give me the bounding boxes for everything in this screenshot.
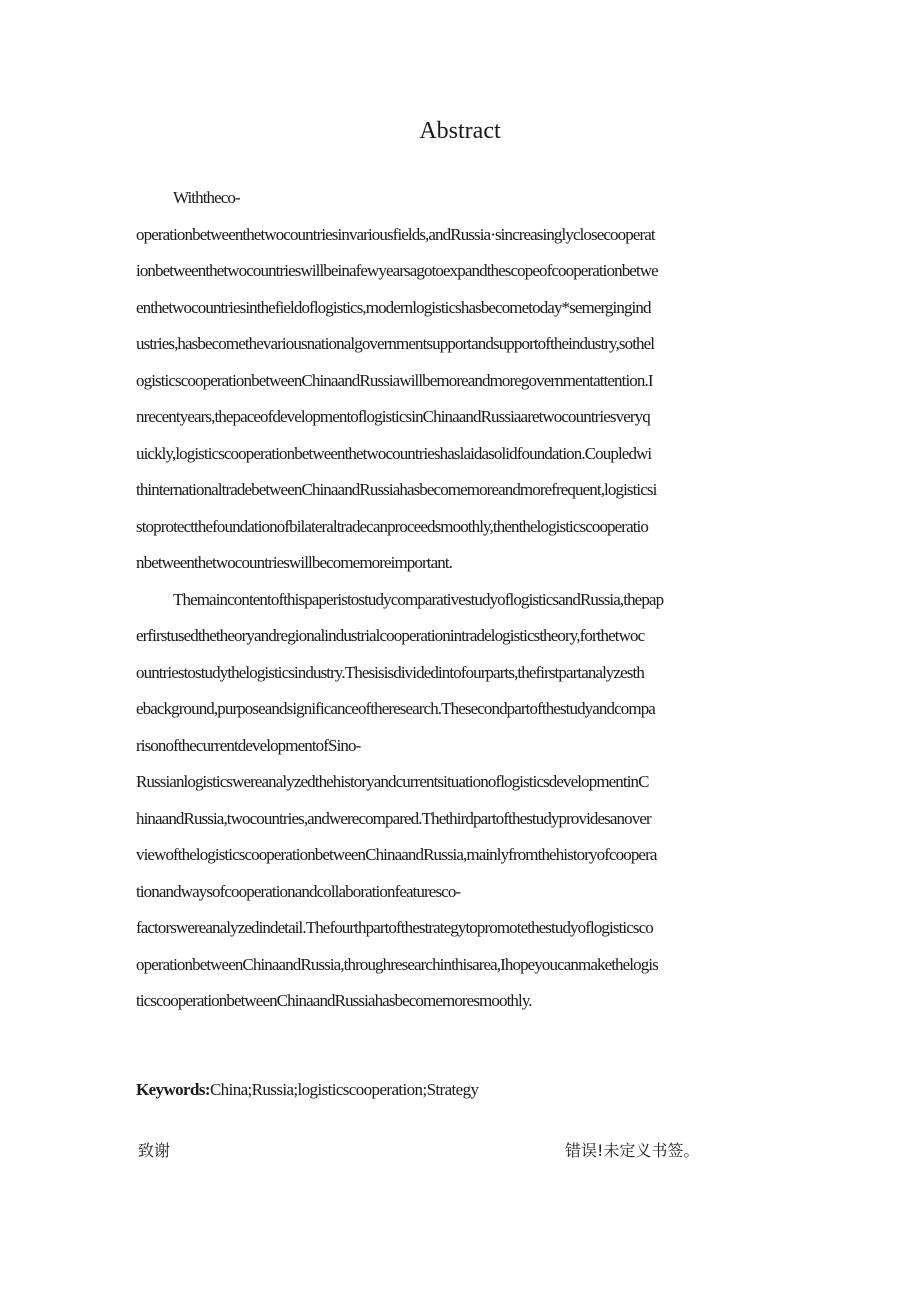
abstract-paragraph-1 [136, 180, 786, 582]
toc-entry-label: 致谢 [138, 1141, 171, 1160]
text-line: ustries,hasbecomethevariousnationalgovernmentsupportandsupportoftheindustry,sothel [136, 334, 655, 353]
text-line: Withtheco- [173, 188, 240, 207]
text-line: RussianlogisticswereanalyzedthehistoryandcurrentsituationoflogisticsdevelopmentinC [136, 772, 649, 791]
text-line: stoprotectthefoundationofbilateraltradecanproceedsmoothly,thenthelogisticscooperatio [136, 516, 648, 536]
text-line: operationbetweenChinaandRussia,throughresearchinthisarea,Ihopeyoucanmakethelogis [136, 954, 658, 974]
keywords-line [136, 1080, 478, 1100]
keywords-label: Keywords: [136, 1080, 210, 1099]
text-line: ebackground,purposeandsignificanceoftheresearch.Thesecondpartofthestudyandcompa [136, 699, 655, 718]
text-line: operationbetweenthetwocountriesinvariousfields,andRussia·sincreasinglyclosecooperat [136, 224, 655, 244]
text-line: factorswereanalyzedindetail.Thefourthpartofthestrategytopromotethestudyoflogisticsco [136, 918, 653, 937]
text-line: ogisticscooperationbetweenChinaandRussiawillbemoreandmoregovernmentattention.I [136, 370, 653, 390]
page-title: Abstract [419, 118, 501, 144]
abstract-paragraph-2 [136, 582, 786, 1020]
text-line: risonofthecurrentdevelopmentofSino- [136, 735, 361, 755]
text-line: hinaandRussia,twocountries,andwerecompared.Thethirdpartofthestudyprovidesanover [136, 808, 651, 828]
keywords-text: China;Russia;logisticscooperation;Strategy [209, 1080, 479, 1099]
text-line: enthetwocountriesinthefieldoflogistics,modernlogisticshasbecometoday*semergingind [136, 297, 651, 317]
text-line: thinternationaltradebetweenChinaandRussiahasbecomemoreandmorefrequent,logisticsi [136, 480, 657, 499]
text-line: ThemaincontentofthispaperistostudycomparativestudyoflogisticsandRussia,thepap [173, 589, 664, 609]
toc-entry-reference: 错误!未定义书签。 [565, 1141, 700, 1160]
text-line: ionbetweenthetwocountrieswillbeinafewyearsagotoexpandthescopeofcooperationbetwe [136, 261, 658, 280]
text-line: erfirstusedthetheoryandregionalindustrialcooperationintradelogisticstheory,forthetwoc [136, 626, 645, 645]
text-line: tionandwaysofcooperationandcollaborationfeaturesco- [136, 881, 461, 901]
text-line: nrecentyears,thepaceofdevelopmentoflogisticsinChinaandRussiaaretwocountriesveryq [136, 407, 650, 426]
text-line: ticscooperationbetweenChinaandRussiahasbecomemoresmoothly. [136, 991, 532, 1010]
text-line: viewofthelogisticscooperationbetweenChinaandRussia,mainlyfromthehistoryofcoopera [136, 845, 657, 864]
abstract-body [136, 180, 786, 1020]
text-line: nbetweenthetwocountrieswillbecomemoreimportant. [136, 553, 453, 572]
text-line: uickly,logisticscooperationbetweenthetwocountrieshaslaidasolidfoundation.Coupledwi [136, 443, 652, 463]
text-line: ountriestostudythelogisticsindustry.Thesisisdividedintofourparts,thefirstpartanalyzesth [136, 662, 644, 682]
